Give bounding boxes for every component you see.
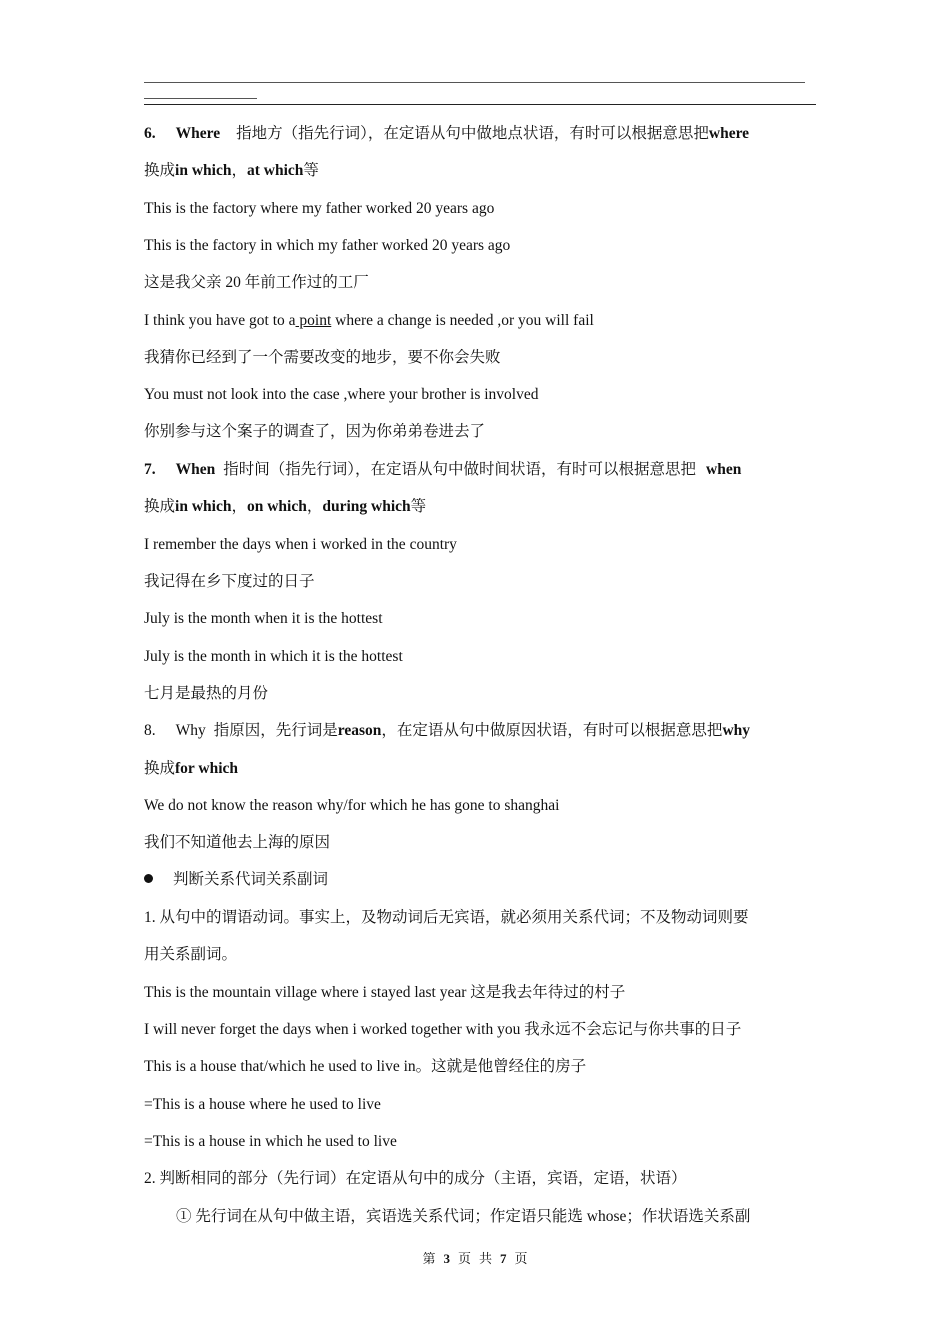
- section6-replace-suffix: 等: [303, 162, 319, 179]
- section6-example-4-underlined: point: [295, 312, 332, 329]
- page-footer: [0, 1250, 950, 1268]
- section8-keyword: Why: [175, 722, 206, 739]
- section8-replace-option-1: for which: [175, 760, 239, 777]
- section8-heading: [144, 720, 750, 742]
- header-rule-short: [144, 98, 257, 99]
- section7-example-4: July is the month in which it is the hottest: [144, 648, 403, 665]
- section7-replace-option-1: in which: [175, 498, 232, 515]
- footer-word-2: 页: [457, 1251, 471, 1266]
- header-rule-thin: [144, 82, 805, 83]
- section7-example-3: July is the month when it is the hottest: [144, 610, 383, 627]
- section6-example-4: [144, 310, 594, 332]
- section8-description-2: ，在定语从句中做原因状语，有时可以根据意思把: [381, 722, 723, 739]
- section8-example-1: We do not know the reason why/for which he has gone to shanghai: [144, 797, 560, 814]
- section6-example-2: This is the factory in which my father worked 20 years ago: [144, 237, 511, 254]
- section7-replace-prefix: 换成: [144, 498, 176, 515]
- section8-replace-line: [144, 758, 238, 780]
- footer-word-1: 第: [422, 1251, 436, 1266]
- section6-replace-separator: ，: [231, 162, 247, 179]
- section6-keyword: Where: [175, 125, 221, 142]
- section8-example-2: 我们不知道他去上海的原因: [144, 834, 331, 851]
- section6-example-4-post: where a change is needed ,or you will fail: [331, 312, 594, 329]
- section6-example-4-pre: I think you have got to a: [144, 312, 296, 329]
- section7-replace-separator-1: ，: [231, 498, 247, 515]
- section7-keyword: When: [175, 461, 216, 478]
- section7-replace-option-3: during which: [322, 498, 411, 515]
- section7-example-2: 我记得在乡下度过的日子: [144, 573, 315, 590]
- bullet-heading-text: 判断关系代词关系副词: [173, 871, 329, 888]
- footer-word-3: 共: [479, 1251, 493, 1266]
- section6-number: 6.: [144, 125, 156, 142]
- section6-example-1: This is the factory where my father worked 20 years ago: [144, 200, 495, 217]
- section7-replace-option-2: on which: [246, 498, 307, 515]
- footer-total-pages: 7: [500, 1251, 507, 1266]
- section8-description-1: 指原因，先行词是: [213, 722, 338, 739]
- bullet-dot-icon: [144, 874, 153, 883]
- section7-heading: [144, 459, 741, 481]
- point1-example-3: This is a house that/which he used to live in。这就是他曾经住的房子: [144, 1058, 587, 1075]
- section6-description: 指地方（指先行词），在定语从句中做地点状语，有时可以根据意思把: [236, 125, 709, 142]
- section7-description: 指时间（指先行词），在定语从句中做时间状语，有时可以根据意思把: [223, 461, 697, 478]
- section7-keyword-2: when: [706, 461, 742, 478]
- section8-keyword-2: why: [722, 722, 751, 739]
- section7-number: 7.: [144, 461, 156, 478]
- section7-example-1: I remember the days when i worked in the country: [144, 536, 457, 553]
- point1-example-1: This is the mountain village where i stayed last year 这是我去年待过的村子: [144, 984, 626, 1001]
- header-rule-thick: [144, 104, 816, 105]
- section8-keyword-reason: reason: [337, 722, 382, 739]
- point1-line-2: 用关系副词。: [144, 946, 238, 963]
- section6-example-6: You must not look into the case ,where your brother is involved: [144, 386, 539, 403]
- section6-replace-line: [144, 160, 319, 182]
- section6-replace-option-2: at which: [246, 162, 304, 179]
- point2-line-1: 2. 判断相同的部分（先行词）在定语从句中的成分（主语，宾语，定语，状语）: [144, 1170, 687, 1187]
- section8-number: 8.: [144, 722, 156, 739]
- section6-example-5: 我猜你已经到了一个需要改变的地步，要不你会失败: [144, 349, 501, 366]
- footer-page-number: 3: [443, 1251, 450, 1266]
- bullet-heading: [144, 869, 328, 891]
- section6-keyword-2: where: [708, 125, 750, 142]
- point1-line-1: 1. 从句中的谓语动词。事实上，及物动词后无宾语，就必须用关系代词；不及物动词则要: [144, 909, 749, 926]
- section7-example-5: 七月是最热的月份: [144, 685, 269, 702]
- section6-example-3: 这是我父亲 20 年前工作过的工厂: [144, 274, 369, 291]
- section7-replace-line: [144, 496, 426, 518]
- point1-example-2: I will never forget the days when i worked together with you 我永远不会忘记与你共事的日子: [144, 1021, 742, 1038]
- point1-example-5: =This is a house in which he used to live: [144, 1133, 397, 1150]
- point1-example-4: =This is a house where he used to live: [144, 1096, 381, 1113]
- section7-replace-separator-2: ，: [306, 498, 323, 515]
- section8-replace-prefix: 换成: [144, 760, 176, 777]
- point2-sub-1: ① 先行词在从句中做主语，宾语选关系代词；作定语只能选 whose；作状语选关系副: [176, 1208, 751, 1225]
- footer-word-4: 页: [514, 1251, 528, 1266]
- section6-replace-prefix: 换成: [144, 162, 176, 179]
- section6-example-7: 你别参与这个案子的调查了，因为你弟弟卷进去了: [144, 423, 486, 440]
- section6-heading: [144, 123, 749, 145]
- section6-replace-option-1: in which: [175, 162, 232, 179]
- section7-replace-suffix: 等: [410, 498, 427, 515]
